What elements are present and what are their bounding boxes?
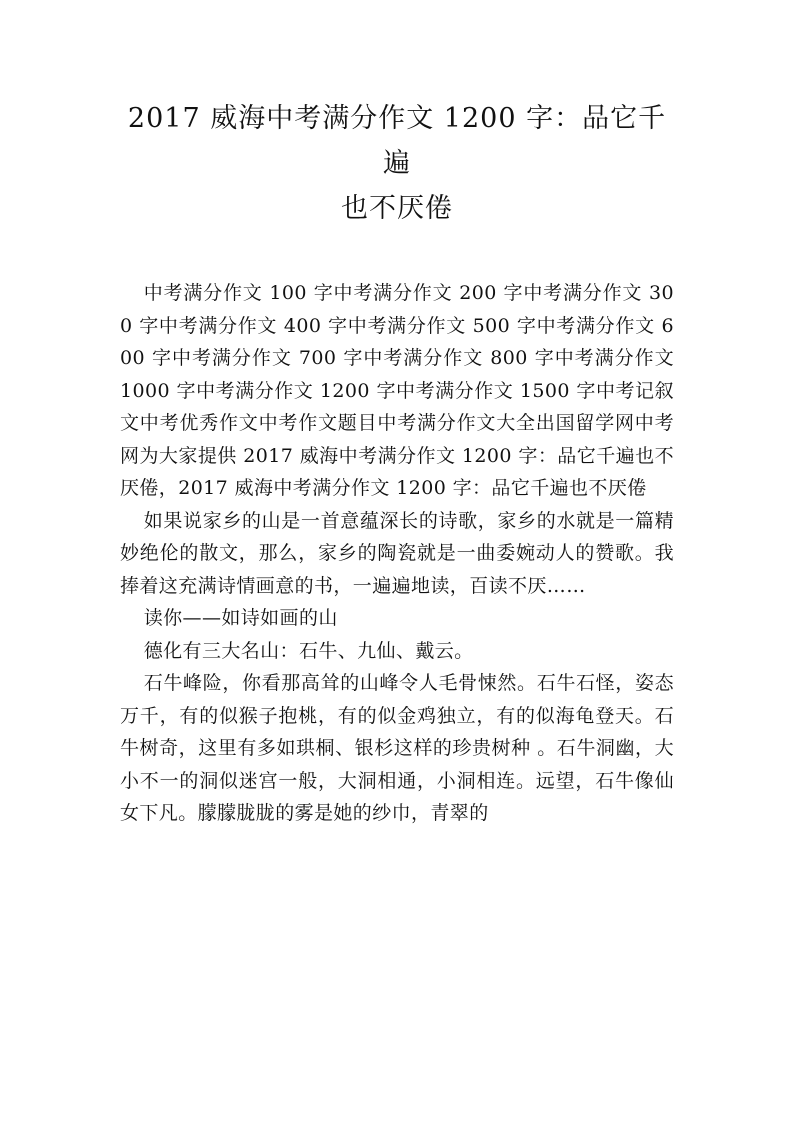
title-line-2: 也不厌倦	[341, 193, 453, 224]
opening-paragraph: 如果说家乡的山是一首意蕴深长的诗歌，家乡的水就是一篇精妙绝伦的散文，那么，家乡的陶瓷就是一曲委婉动人的赞歌。我捧着这充满诗情画意的书，一遍遍地读，百读不厌……	[120, 509, 674, 597]
section-heading-mountain: 读你——如诗如画的山	[143, 607, 338, 629]
document-body	[120, 277, 674, 830]
mountains-paragraph: 德化有三大名山：石牛、九仙、戴云。	[143, 639, 474, 662]
document-title	[120, 96, 674, 231]
shiniu-paragraph: 石牛峰险，你看那高耸的山峰令人毛骨悚然。石牛石怪，姿态万千，有的似猴子抱桃，有的似金鸡独立，有的似海龟登天。石牛树奇，这里有多如珙桐、银杉这样的珍贵树种 。石牛洞幽，大小不一的洞似迷宫一般，大洞相通，小洞相连。远望，石牛像仙女下凡。朦朦胧胧的雾是她的纱巾，青翠的	[120, 672, 674, 824]
intro-paragraph: 中考满分作文 100 字中考满分作文 200 字中考满分作文 300 字中考满分作文 400 字中考满分作文 500 字中考满分作文 600 字中考满分作文 700 字中考满分作文 800 字中考满分作文 1000 字中考满分作文 1200 字中考满分作文 1500 字中考记叙文中考优秀作文中考作文题目中考满分作文大全出国留学网中考网为大家提供 2017 威海中考满分作文 1200 字：品它千遍也不厌倦，2017 威海中考满分作文 1200 字：品它千遍也不厌倦	[120, 282, 674, 499]
title-line-1: 2017 威海中考满分作文 1200 字：品它千遍	[127, 103, 667, 179]
